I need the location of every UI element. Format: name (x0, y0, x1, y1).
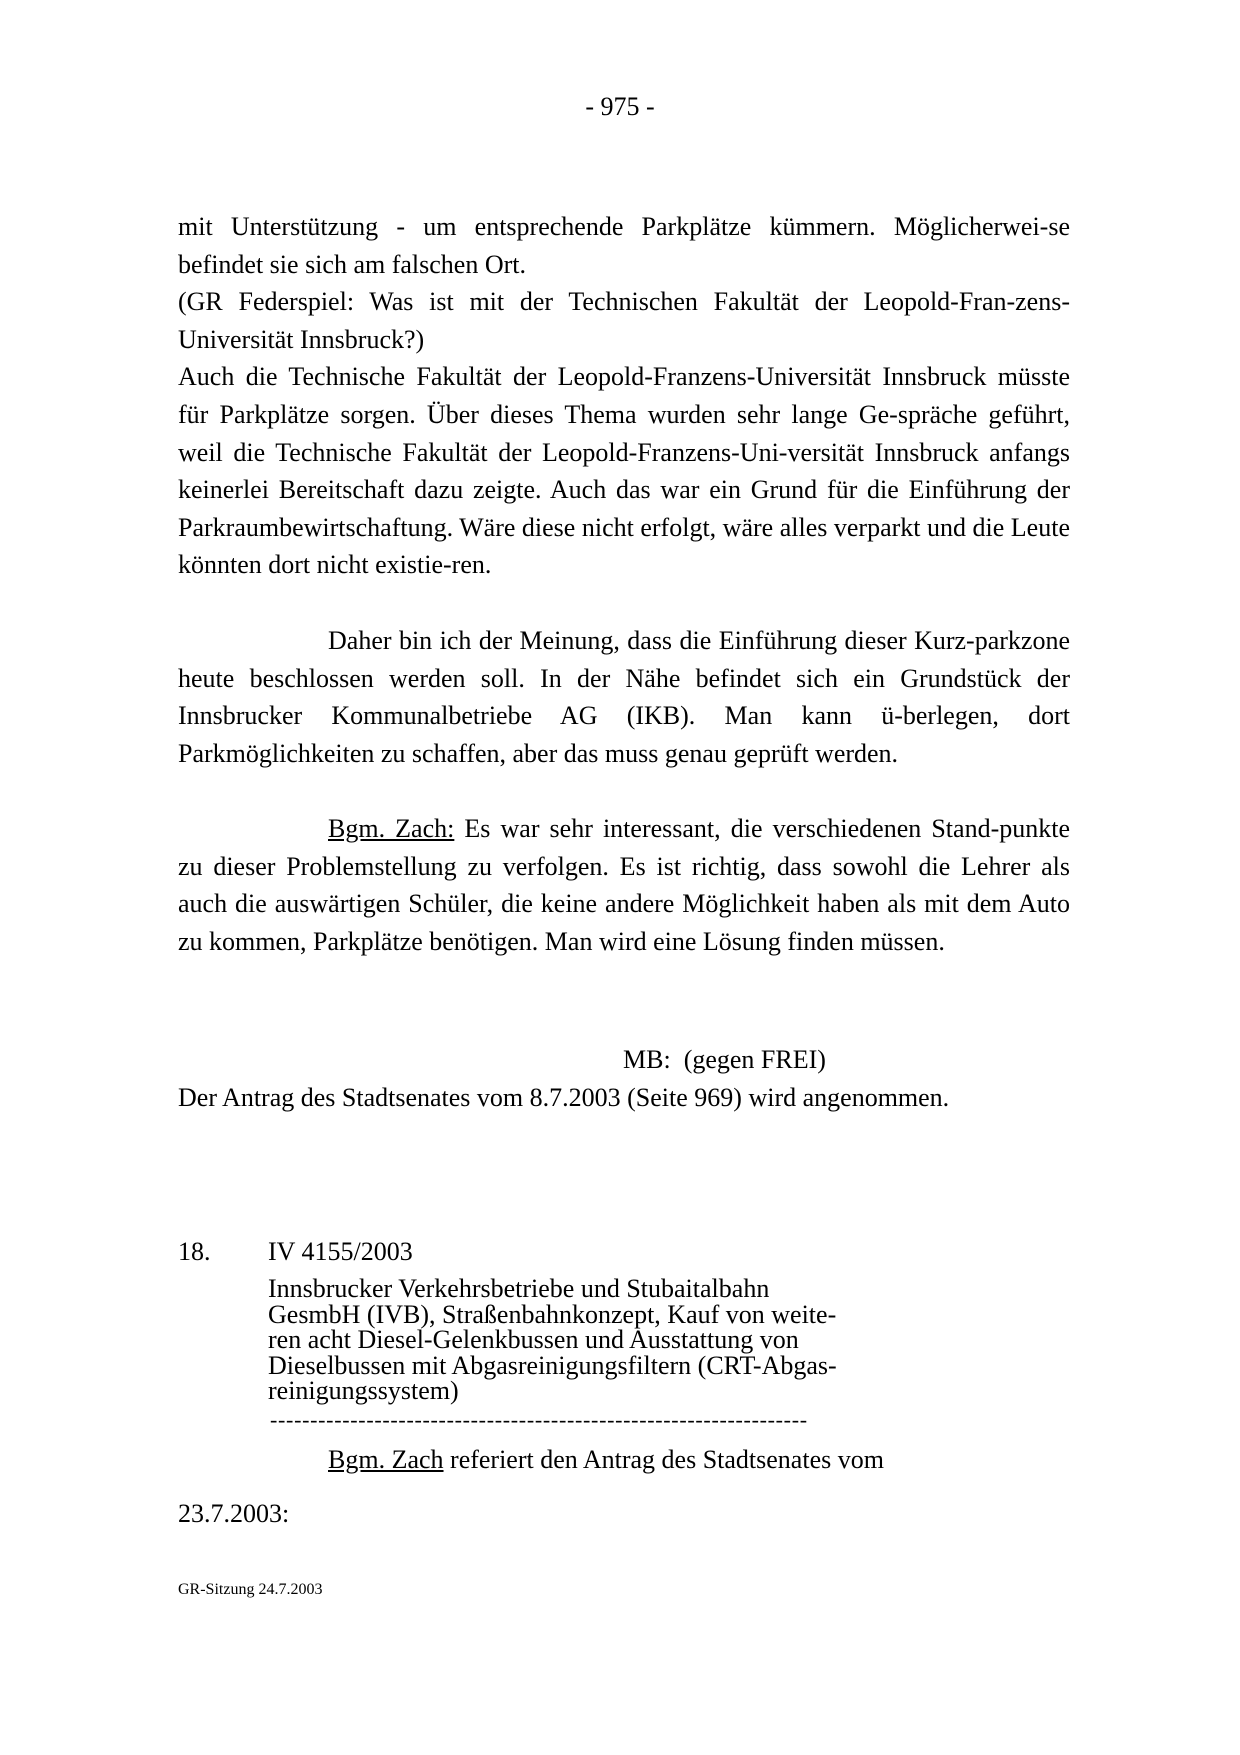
agenda-title-line: Dieselbussen mit Abgasreinigungsfiltern (CRT-Abgas- (268, 1350, 837, 1380)
agenda-title-line: GesmbH (IVB), Straßenbahnkonzept, Kauf von weite- (268, 1299, 837, 1329)
agenda-item-code: IV 4155/2003 (268, 1237, 413, 1266)
page-number: - 975 - (585, 92, 655, 121)
vote-result (623, 1041, 826, 1079)
refer-date: 23.7.2003: (178, 1499, 290, 1528)
paragraph-text: Auch die Technische Fakultät der Leopold-Franzens-Universität Innsbruck müsste für Parkplätze sorgen. Über dieses Thema wurden sehr lange Ge-spräche geführt, weil die Technische Fakultät der Leopold-Franzens-Uni-versität Innsbruck anfangs keinerlei Bereitschaft dazu zeigte. Auch das war ein Grund für die Einführung der Parkraumbewirtschaftung. Wäre diese nicht erfolgt, wäre alles verparkt und die Leute könnten dort nicht existie-ren. (178, 362, 1070, 580)
vote-label: MB: (623, 1045, 671, 1074)
interjection-text: (GR Federspiel: Was ist mit der Technischen Fakultät der Leopold-Fran-zens-Universität Innsbruck?) (178, 287, 1070, 354)
vote-value: (gegen FREI) (683, 1045, 826, 1074)
agenda-title-line: reinigungssystem) (268, 1376, 459, 1406)
paragraph-text: mit Unterstützung - um entsprechende Parkplätze kümmern. Möglicherwei-se befindet sie sich am falschen Ort. (178, 212, 1070, 279)
agenda-item-number: 18. (178, 1237, 211, 1266)
paragraph-block-3 (178, 810, 1070, 960)
paragraph-block-1 (178, 208, 1070, 584)
paragraph-block-2: Daher bin ich der Meinung, dass die Einführung dieser Kurz-parkzone heute beschlossen werden soll. In der Nähe befindet sich ein Grundstück der Innsbrucker Kommunalbetriebe AG (IKB). Man kann ü-berlegen, dort Parkmöglichkeiten zu schaffen, aber das muss genau geprüft werden. (178, 626, 1070, 768)
agenda-title-line: ren acht Diesel-Gelenkbussen und Ausstattung von (268, 1325, 799, 1355)
agenda-title-line: Innsbrucker Verkehrsbetriebe und Stubaitalbahn (268, 1274, 770, 1303)
footer-session-date: GR-Sitzung 24.7.2003 (178, 1581, 323, 1598)
agenda-item-title (268, 1276, 928, 1404)
speaker-name: Bgm. Zach (328, 1445, 444, 1474)
paragraph-text: Es war sehr interessant, die verschiedenen Stand-punkte zu dieser Problemstellung zu verfolgen. Es ist richtig, dass sowohl die Lehrer als auch die auswärtigen Schüler, die keine andere Möglichkeit haben als mit dem Auto zu kommen, Parkplätze benötigen. Man wird eine Lösung finden müssen. (178, 814, 1070, 956)
refer-line (328, 1441, 884, 1478)
separator-line: ------------------------------------------------------------------- (270, 1407, 808, 1432)
decision-text: Der Antrag des Stadtsenates vom 8.7.2003 (Seite 969) wird angenommen. (178, 1083, 950, 1112)
speaker-name: Bgm. Zach: (328, 814, 455, 843)
refer-text: referiert den Antrag des Stadtsenates vom (443, 1445, 884, 1474)
